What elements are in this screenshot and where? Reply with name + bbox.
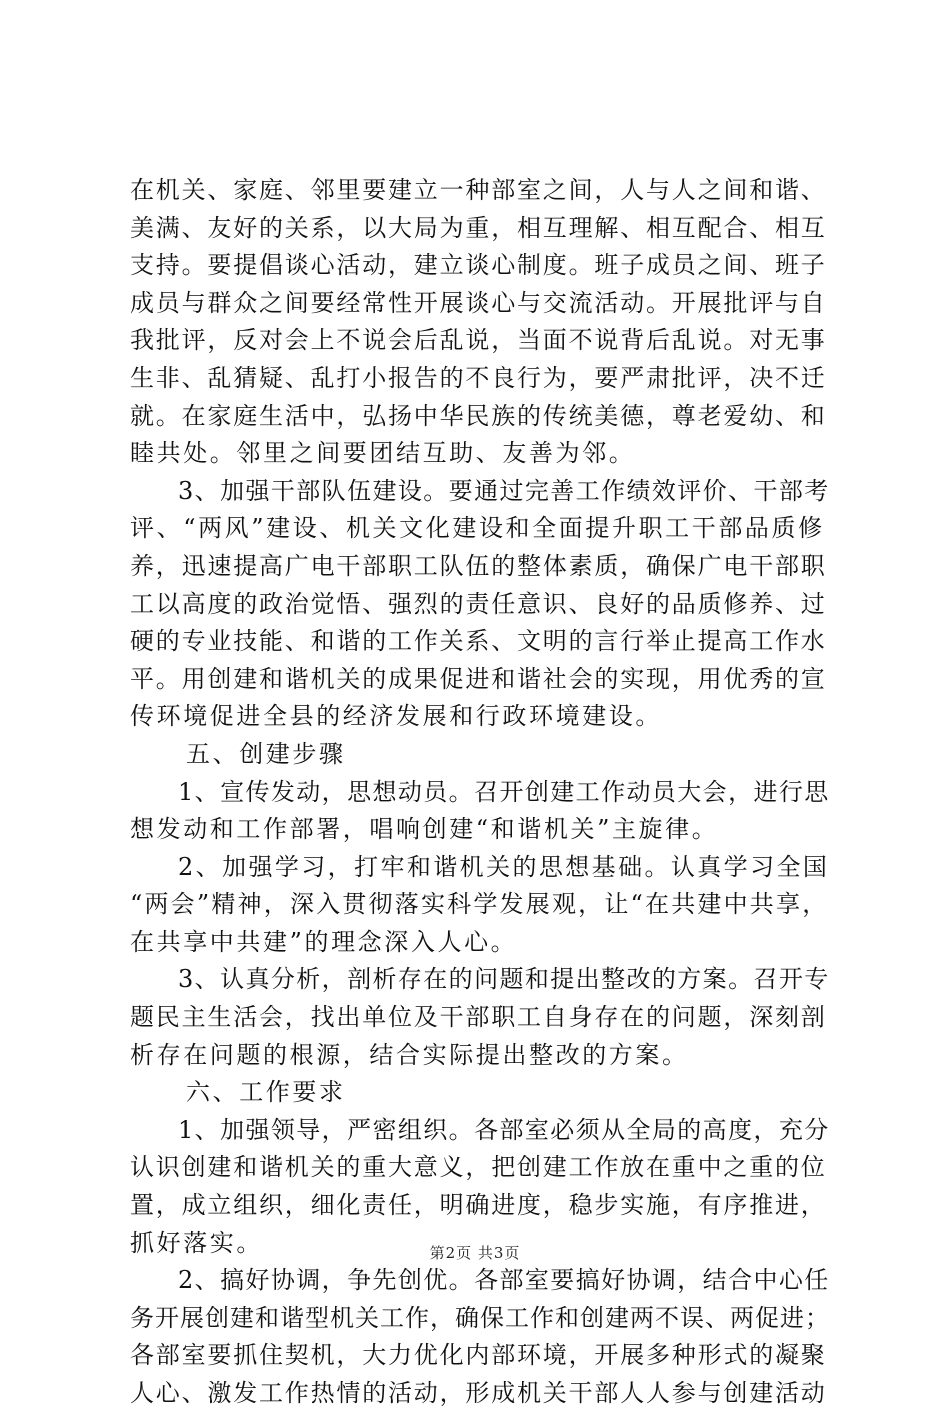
text-line: 平。用创建和谐机关的成果促进和谐社会的实现，用优秀的宣 [130,664,827,693]
text-line: 睦共处。邻里之间要团结互助、友善为邻。 [130,439,636,468]
text-line: 析存在问题的根源，结合实际提出整改的方案。 [130,1040,689,1069]
text-line: 支持。要提倡谈心活动，建立谈心制度。班子成员之间、班子 [130,251,827,280]
text-line: 人心、激发工作热情的活动，形成机关干部人人参与创建活动 [130,1379,827,1407]
text-line: 生非、乱猜疑、乱打小报告的不良行为，要严肃批评，决不迁 [130,363,827,392]
text-line: 1、宣传发动，思想动员。召开创建工作动员大会，进行思 [178,777,830,806]
text-line: 3、加强干部队伍建设。要通过完善工作绩效评价、干部考 [178,476,830,505]
text-line: 1、加强领导，严密组织。各部室必须从全局的高度，充分 [178,1115,830,1144]
text-line: 抓好落实。 [130,1228,263,1257]
page-footer: 第2页 共3页 [429,1244,521,1262]
text-line: “两会”精神，深入贯彻落实科学发展观，让“在共建中共享， [130,890,829,919]
text-line: 工以高度的政治觉悟、强烈的责任意识、良好的品质修养、过 [130,589,827,618]
text-line: 养，迅速提高广电干部职工队伍的整体素质，确保广电干部职 [130,551,827,580]
text-line: 硬的专业技能、和谐的工作关系、文明的言行举止提高工作水 [130,627,827,656]
text-line: 认识创建和谐机关的重大意义，把创建工作放在重中之重的位 [130,1153,827,1182]
text-line: 评、“两风”建设、机关文化建设和全面提升职工干部品质修 [130,514,825,543]
text-line: 在共享中共建”的理念深入人心。 [130,927,518,956]
text-line: 2、加强学习，打牢和谐机关的思想基础。认真学习全国 [178,852,830,881]
text-line: 想发动和工作部署，唱响创建“和谐机关”主旋律。 [130,815,719,844]
section-heading: 六、工作要求 [186,1078,346,1107]
text-line: 2、搞好协调，争先创优。各部室要搞好协调，结合中心任 [178,1266,830,1295]
text-line: 美满、友好的关系，以大局为重，相互理解、相互配合、相互 [130,213,827,242]
text-line: 务开展创建和谐型机关工作，确保工作和创建两不误、两促进； [130,1303,830,1332]
text-line: 就。在家庭生活中，弘扬中华民族的传统美德，尊老爱幼、和 [130,401,827,430]
text-line: 置，成立组织，细化责任，明确进度，稳步实施，有序推进， [130,1191,827,1220]
text-line: 3、认真分析，剖析存在的问题和提出整改的方案。召开专 [178,965,830,994]
text-line: 传环境促进全县的经济发展和行政环境建设。 [130,702,662,731]
section-heading: 五、创建步骤 [186,739,346,768]
text-line: 题民主生活会，找出单位及干部职工自身存在的问题，深刻剖 [130,1003,827,1032]
text-line: 成员与群众之间要经常性开展谈心与交流活动。开展批评与自 [130,288,827,317]
document-body [130,172,830,1413]
text-line: 我批评，反对会上不说会后乱说，当面不说背后乱说。对无事 [130,326,827,355]
text-line: 各部室要抓住契机，大力优化内部环境，开展多种形式的凝聚 [130,1341,827,1370]
text-line: 在机关、家庭、邻里要建立一种部室之间，人与人之间和谐、 [130,176,827,204]
